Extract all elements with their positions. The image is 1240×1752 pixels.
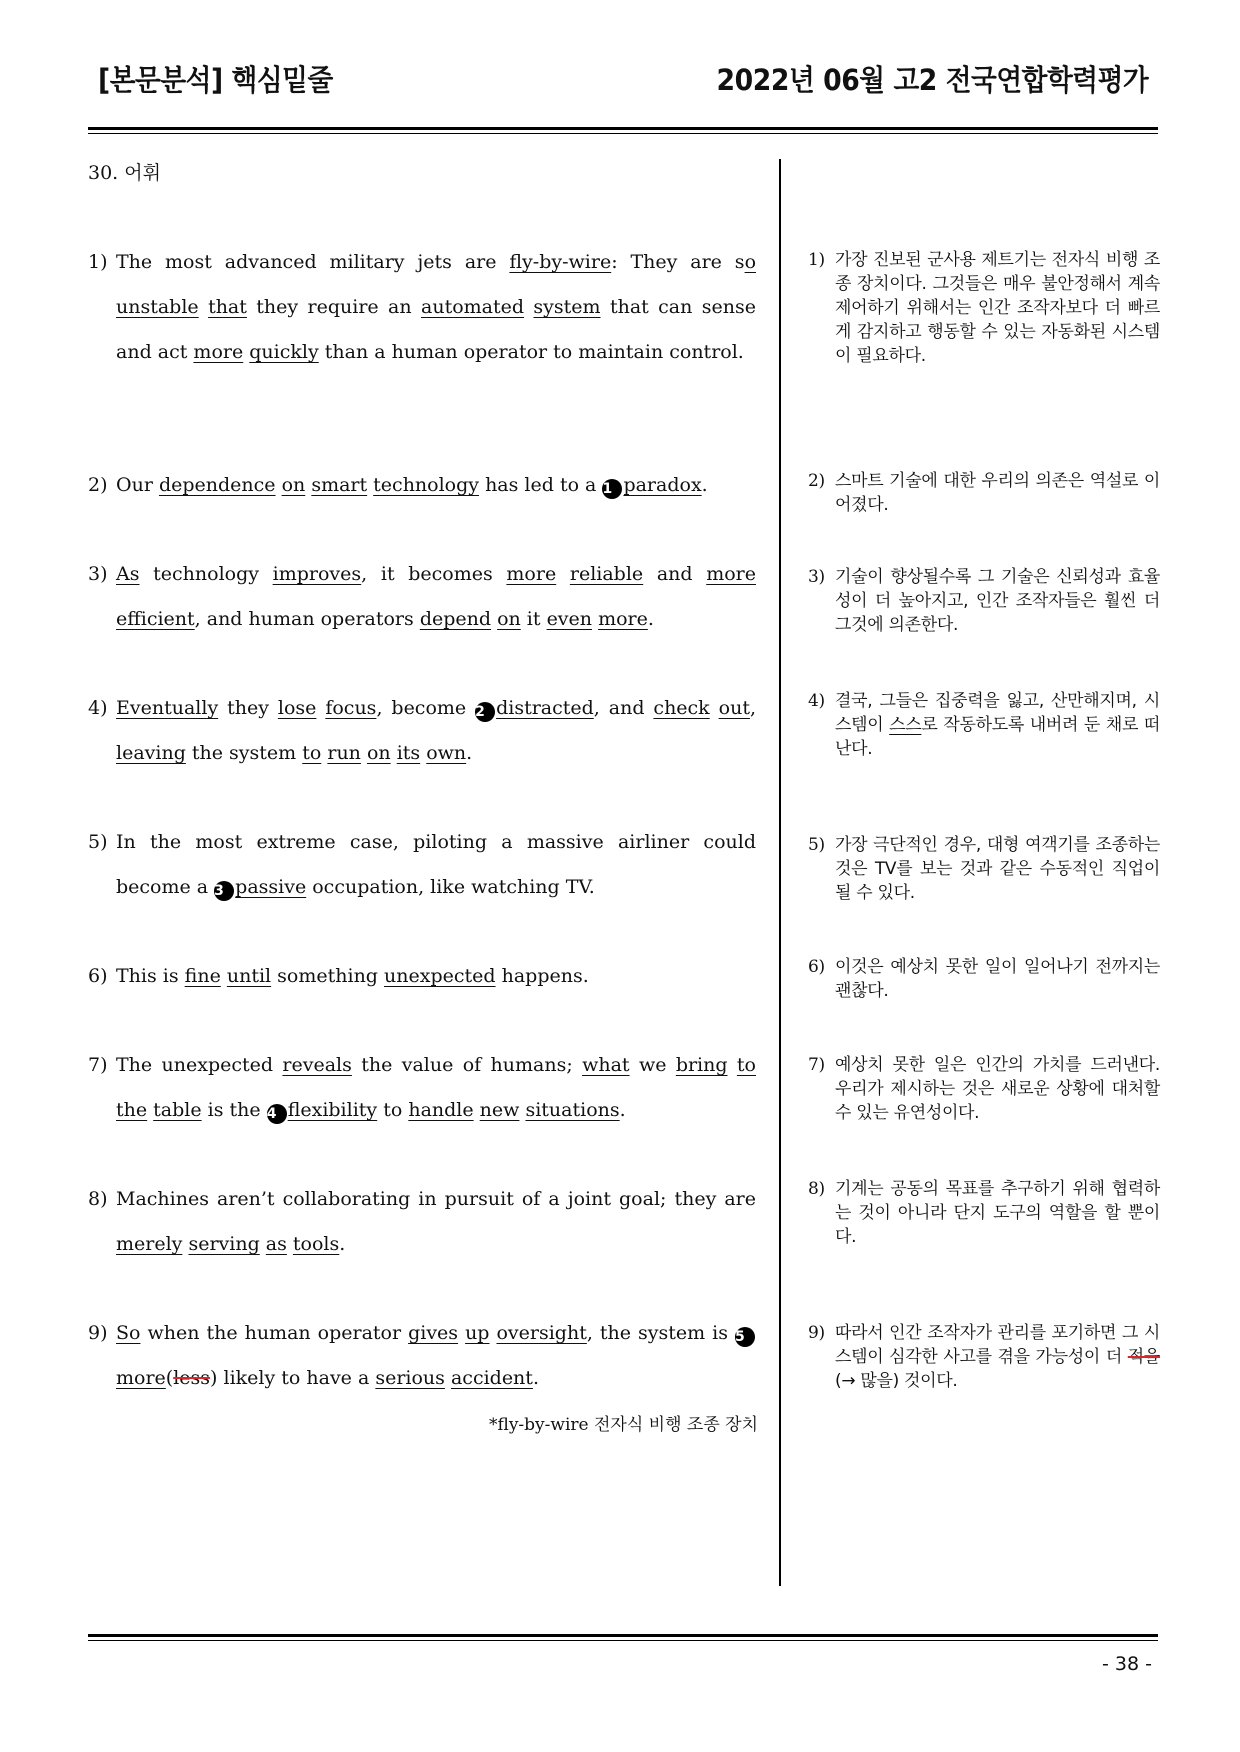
text-run: , become — [376, 697, 476, 719]
english-sentence-4 — [88, 686, 756, 776]
underlined-word: distracted — [496, 697, 594, 719]
text-run: (→ 많을) 것이다. — [835, 1371, 958, 1391]
text-run: than a human operator to maintain control. — [318, 341, 744, 363]
text-run: when the human operator — [140, 1322, 409, 1344]
text-run: : They are s — [611, 251, 745, 273]
underlined-word: fly-by-wire — [509, 251, 612, 273]
text-run: we — [629, 1054, 676, 1076]
text-run: happens. — [495, 965, 589, 987]
english-sentence-6 — [88, 954, 756, 999]
translation-text: 스마트 기술에 대한 우리의 의존은 역설로 이어졌다. — [835, 471, 1160, 515]
underlined-word: 스스 — [889, 715, 922, 735]
translation-text: 이것은 예상치 못한 일이 일어나기 전까지는 괜찮다. — [835, 957, 1160, 1001]
underlined-word: even — [546, 608, 593, 630]
korean-translation-9 — [808, 1321, 1160, 1393]
sentence-text — [116, 463, 756, 508]
translation-text: 기술이 향상될수록 그 기술은 신뢰성과 효율성이 더 높아지고, 인간 조작자들은 훨씬 더 그것에 의존한다. — [835, 567, 1160, 635]
text-run: 결국, 그들은 집중력을 잃고, 산만해지며, 시스템이 — [835, 691, 1160, 735]
item-number: 9) — [88, 1322, 108, 1344]
underlined-word: depend — [419, 608, 492, 630]
text-run: , — [749, 697, 756, 719]
underlined-word: So — [116, 1322, 141, 1344]
underlined-word: tools — [292, 1233, 340, 1255]
text-run: something — [271, 965, 385, 987]
text-run: they require an — [246, 296, 421, 318]
underlined-word: o — [744, 251, 757, 273]
sentence-text — [116, 1043, 756, 1133]
text-run: , it becomes — [361, 563, 507, 585]
header-double-rule — [88, 127, 1158, 136]
underlined-word: more — [706, 563, 757, 585]
underlined-word: situations — [525, 1099, 620, 1121]
circled-number-2: 2 — [475, 702, 495, 722]
underlined-word: unstable — [116, 296, 199, 318]
sentence-text — [116, 954, 756, 999]
item-number: 4) — [808, 691, 825, 711]
text-run: . — [339, 1233, 346, 1255]
korean-translation-3 — [808, 565, 1160, 637]
underlined-word: automated — [421, 296, 525, 318]
underlined-word: fine — [184, 965, 221, 987]
text-run: The most advanced military jets are — [116, 251, 510, 273]
text-run: . — [647, 608, 654, 630]
sentence-text — [116, 820, 756, 910]
page-header — [88, 58, 1148, 108]
text-run: 따라서 인간 조작자가 관리를 포기하면 그 시스템이 심각한 사고를 겪을 가능성이 더 — [835, 1323, 1160, 1367]
underlined-word: own — [426, 742, 467, 764]
underlined-word: to — [302, 742, 322, 764]
text-run: In the most extreme case, piloting a massive airliner could become a — [116, 831, 756, 898]
english-sentence-1 — [88, 240, 756, 375]
underlined-word: that — [208, 296, 247, 318]
english-sentence-9 — [88, 1311, 756, 1401]
underlined-word: on — [281, 474, 306, 496]
text-run: Machines aren’t collaborating in pursuit of a joint goal; they are — [116, 1188, 756, 1210]
text-run: This is — [116, 965, 185, 987]
item-number: 3) — [808, 567, 825, 587]
underlined-word: oversight — [496, 1322, 587, 1344]
sentence-text — [116, 240, 756, 375]
underlined-word: paradox — [623, 474, 702, 496]
text-run: that can sense and act — [116, 296, 756, 363]
circled-number-5: 5 — [735, 1327, 755, 1347]
english-sentence-2 — [88, 463, 756, 508]
english-sentence-8 — [88, 1177, 756, 1267]
underlined-word: more — [598, 608, 648, 630]
item-number: 5) — [808, 835, 825, 855]
underlined-word: accident — [450, 1367, 533, 1389]
underlined-word: smart — [311, 474, 368, 496]
korean-translation-8 — [808, 1177, 1160, 1249]
underlined-word: on — [366, 742, 391, 764]
struck-word: less — [173, 1367, 211, 1389]
item-number: 7) — [808, 1055, 825, 1075]
circled-number-1: 1 — [602, 479, 622, 499]
header-right-title: 2022년 06월 고2 전국연합학력평가 — [716, 63, 1148, 97]
item-number: 8) — [88, 1188, 108, 1210]
korean-translation-5 — [808, 833, 1160, 905]
underlined-word: focus — [325, 697, 377, 719]
text-run: , and — [593, 697, 654, 719]
text-run: and — [643, 563, 707, 585]
text-run: it — [520, 608, 547, 630]
underlined-word: reliable — [569, 563, 644, 585]
underlined-word: As — [116, 563, 140, 585]
text-run — [728, 1054, 737, 1076]
item-number: 6) — [88, 965, 108, 987]
item-number: 8) — [808, 1179, 825, 1199]
text-run: they — [218, 697, 278, 719]
text-run: . — [701, 474, 708, 496]
english-sentence-5 — [88, 820, 756, 910]
column-divider — [779, 159, 781, 1586]
item-number: 4) — [88, 697, 108, 719]
text-run: technology — [139, 563, 273, 585]
item-number: 2) — [808, 471, 825, 491]
item-number: 1) — [88, 251, 108, 273]
text-run: The unexpected — [116, 1054, 283, 1076]
english-sentence-7 — [88, 1043, 756, 1133]
circled-number-3: 3 — [214, 881, 234, 901]
underlined-word: reveals — [282, 1054, 352, 1076]
underlined-word: merely — [116, 1233, 183, 1255]
translation-text: 가장 극단적인 경우, 대형 여객기를 조종하는 것은 TV를 보는 것과 같은 수동적인 직업이 될 수 있다. — [835, 835, 1160, 903]
item-number: 1) — [808, 250, 825, 270]
korean-translation-7 — [808, 1053, 1160, 1125]
translation-text — [835, 689, 1160, 761]
underlined-word: new — [479, 1099, 520, 1121]
underlined-word: gives — [408, 1322, 459, 1344]
struck-word: 적을 — [1127, 1347, 1160, 1367]
underlined-word: dependence — [158, 474, 276, 496]
footnote: *fly-by-wire 전자식 비행 조종 장치 — [488, 1415, 758, 1435]
underlined-word: passive — [235, 876, 307, 898]
underlined-word: leaving — [116, 742, 186, 764]
underlined-word: bring — [675, 1054, 728, 1076]
korean-translation-4 — [808, 689, 1160, 761]
text-run: . — [532, 1367, 539, 1389]
text-run: ) likely to have a — [210, 1367, 376, 1389]
english-sentence-3 — [88, 552, 756, 642]
text-run — [316, 697, 325, 719]
header-left-title: [본문분석] 핵심밑줄 — [98, 63, 333, 97]
text-run — [710, 697, 719, 719]
text-run: the system — [185, 742, 303, 764]
translation-text: 예상치 못한 일은 인간의 가치를 드러낸다. 우리가 제시하는 것은 새로운 상황에 대처할 수 있는 유연성이다. — [835, 1055, 1160, 1123]
page-number: - 38 - — [1102, 1653, 1152, 1675]
underlined-word: its — [396, 742, 421, 764]
underlined-word: as — [265, 1233, 287, 1255]
underlined-word: system — [533, 296, 601, 318]
underlined-word: lose — [277, 697, 317, 719]
underlined-word: technology — [373, 474, 480, 496]
text-run: is the — [201, 1099, 267, 1121]
item-number: 9) — [808, 1323, 825, 1343]
circled-number-4: 4 — [267, 1104, 287, 1124]
text-run: . — [466, 742, 473, 764]
underlined-word: serving — [188, 1233, 260, 1255]
underlined-word: up — [465, 1322, 490, 1344]
text-run: , the system is — [586, 1322, 736, 1344]
underlined-word: more — [506, 563, 557, 585]
underlined-word: flexibility — [287, 1099, 378, 1121]
underlined-word: table — [153, 1099, 202, 1121]
sentence-text — [116, 1311, 756, 1401]
sentence-text — [116, 1177, 756, 1267]
text-run: has led to a — [479, 474, 603, 496]
underlined-word: the — [116, 1099, 148, 1121]
translation-text: 가장 진보된 군사용 제트기는 전자식 비행 조종 장치이다. 그것들은 매우 불안정해서 계속 제어하기 위해서는 인간 조작자보다 더 빠르게 감지하고 행동할 수 있는 자동화된 시스템이 필요하다. — [835, 250, 1160, 366]
section-title: 30. 어휘 — [88, 162, 161, 184]
underlined-word: what — [582, 1054, 630, 1076]
underlined-word: check — [653, 697, 710, 719]
underlined-word: improves — [272, 563, 362, 585]
underlined-word: run — [327, 742, 361, 764]
text-run — [199, 296, 208, 318]
underlined-word: Eventually — [116, 697, 219, 719]
underlined-word: more — [116, 1367, 166, 1389]
korean-translation-2 — [808, 469, 1160, 517]
underlined-word: serious — [375, 1367, 445, 1389]
korean-translation-6 — [808, 955, 1160, 1003]
text-run: the value of humans; — [351, 1054, 583, 1076]
text-run: . — [619, 1099, 626, 1121]
korean-translation-1 — [808, 248, 1160, 368]
text-run: occupation, like watching TV. — [306, 876, 595, 898]
underlined-word: more — [193, 341, 244, 363]
underlined-word: efficient — [116, 608, 195, 630]
underlined-word: on — [497, 608, 521, 630]
text-run — [524, 296, 533, 318]
sentence-text — [116, 686, 756, 776]
item-number: 5) — [88, 831, 108, 853]
translation-text: 기계는 공동의 목표를 추구하기 위해 협력하는 것이 아니라 단지 도구의 역할을 할 뿐이다. — [835, 1179, 1160, 1247]
item-number: 2) — [88, 474, 108, 496]
text-run — [556, 563, 570, 585]
text-run: ( — [165, 1367, 174, 1389]
translation-text — [835, 1321, 1160, 1393]
text-run: , and human operators — [194, 608, 420, 630]
text-run: Our — [116, 474, 159, 496]
underlined-word: to — [736, 1054, 756, 1076]
underlined-word: until — [226, 965, 272, 987]
underlined-word: handle — [408, 1099, 474, 1121]
item-number: 6) — [808, 957, 825, 977]
underlined-word: quickly — [249, 341, 319, 363]
underlined-word: unexpected — [384, 965, 496, 987]
item-number: 7) — [88, 1054, 108, 1076]
text-run: to — [377, 1099, 409, 1121]
sentence-text — [116, 552, 756, 642]
text-run — [458, 1322, 465, 1344]
item-number: 3) — [88, 563, 108, 585]
underlined-word: out — [718, 697, 750, 719]
text-run: 로 작동하도록 내버려 둔 채로 떠난다. — [835, 715, 1160, 759]
footer-double-rule — [88, 1634, 1158, 1643]
